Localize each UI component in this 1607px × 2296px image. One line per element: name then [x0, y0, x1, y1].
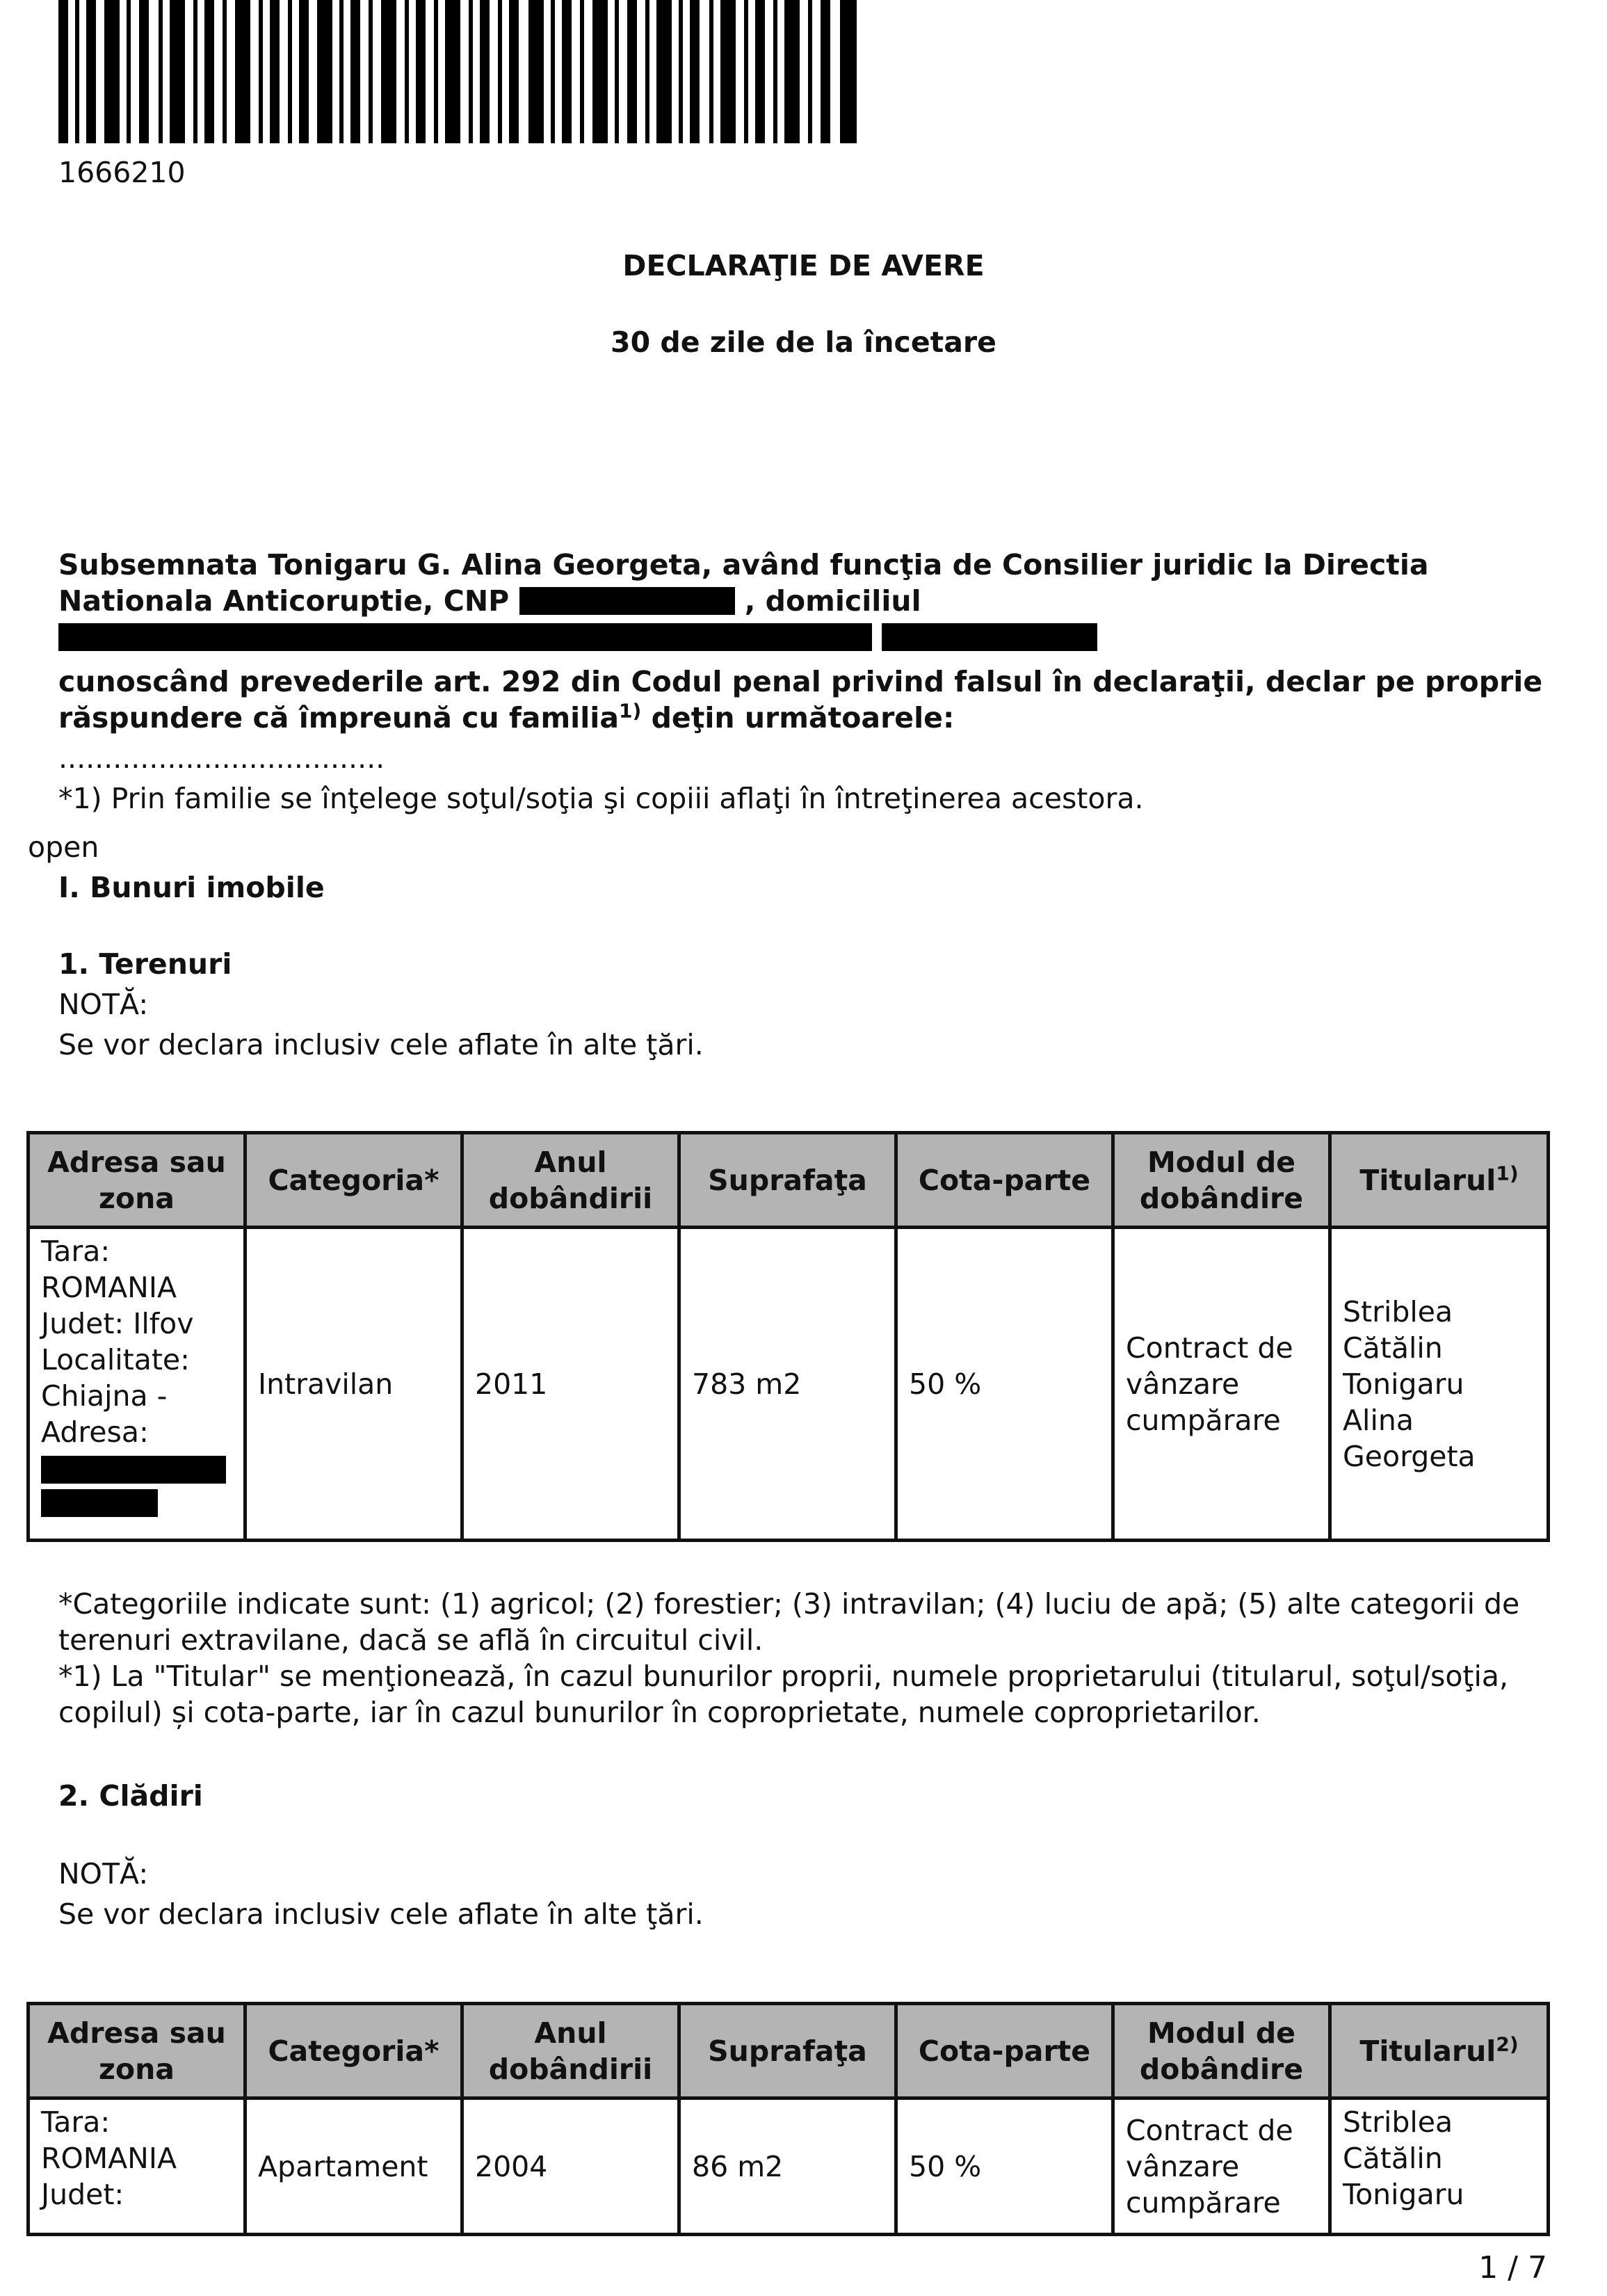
col-header-owner [1330, 1133, 1549, 1228]
table-row [29, 1228, 1549, 1541]
col-header-year: Anul dobândirii [462, 2004, 679, 2098]
family-footnote: *1) Prin familie se înţelege soţul/soţia şi copiii aflaţi în întreţinerea acestora. [58, 782, 1144, 815]
note-label-land: NOTĂ: [58, 988, 149, 1021]
redacted-address-continued [882, 623, 1097, 651]
cell-area: 86 m2 [679, 2098, 896, 2235]
land-table-header-row [29, 1133, 1549, 1228]
intro-text-part4: deţin următoarele: [641, 701, 955, 734]
cell-mode: Contract de vânzare cumpărare [1113, 2098, 1330, 2235]
redacted-land-address [41, 1456, 226, 1484]
col-header-category: Categoria* [245, 2004, 462, 2098]
document-subtitle: 30 de zile de la încetare [611, 326, 996, 359]
family-footnote-ref: 1) [619, 699, 642, 723]
col-header-year: Anul dobândirii [462, 1133, 679, 1228]
col-header-area: Suprafaţa [679, 2004, 896, 2098]
col-header-owner-label: Titularul [1359, 1163, 1496, 1197]
buildings-table-header-row [29, 2004, 1549, 2098]
cell-year: 2004 [462, 2098, 679, 2235]
subsection-heading-buildings: 2. Clădiri [58, 1779, 203, 1813]
cell-owner: Striblea Cătălin Tonigaru Alina Georgeta [1330, 1228, 1549, 1541]
intro-text-part2: , domiciliul [744, 584, 921, 618]
redacted-cnp [519, 587, 735, 615]
cell-mode: Contract de vânzare cumpărare [1113, 1228, 1330, 1541]
col-header-mode: Modul de dobândire [1113, 1133, 1330, 1228]
cell-owner: Striblea Cătălin Tonigaru [1330, 2098, 1549, 2235]
note-text-land: Se vor declara inclusiv cele aflate în alte ţări. [58, 1028, 704, 1061]
owner-footnote-ref: 2) [1496, 2032, 1519, 2055]
intro-text-part1: Subsemnata Tonigaru G. Alina Georgeta, având funcţia de Consilier juridic la Directia Nationala Anticoruptie, CNP [58, 548, 1429, 618]
cell-category: Apartament [245, 2098, 462, 2235]
land-table [26, 1131, 1550, 1542]
cell-address-text: Tara: ROMANIA Judet: Ilfov Localitate: Chiajna - Adresa: [41, 1235, 194, 1449]
col-header-mode: Modul de dobândire [1113, 2004, 1330, 2098]
document-number: 1666210 [58, 156, 186, 189]
note-text-buildings: Se vor declara inclusiv cele aflate în alte ţări. [58, 1897, 704, 1931]
barcode-image [58, 0, 857, 143]
cell-category: Intravilan [245, 1228, 462, 1541]
table-row [29, 2098, 1549, 2235]
col-header-area: Suprafaţa [679, 1133, 896, 1228]
cell-address: Tara: ROMANIA Judet: [29, 2098, 245, 2235]
col-header-owner-label: Titularul [1359, 2034, 1496, 2068]
cell-area: 783 m2 [679, 1228, 896, 1541]
categories-footnote: *Categoriile indicate sunt: (1) agricol; (2) forestier; (3) intravilan; (4) luciu de apă; (5) alte categorii de terenuri extravilane, dacă se află în circuitul civil. [58, 1587, 1520, 1657]
cell-address [29, 1228, 245, 1541]
cell-share: 50 % [896, 1228, 1113, 1541]
cell-share: 50 % [896, 2098, 1113, 2235]
col-header-address: Adresa sau zona [29, 1133, 245, 1228]
redacted-land-address-continued [41, 1489, 158, 1517]
section-heading-real-estate: I. Bunuri imobile [58, 871, 325, 904]
redacted-address [58, 623, 872, 651]
cell-year: 2011 [462, 1228, 679, 1541]
note-label-buildings: NOTĂ: [58, 1857, 149, 1890]
col-header-owner [1330, 2004, 1549, 2098]
col-header-share: Cota-parte [896, 1133, 1113, 1228]
owner-footnote-ref: 1) [1496, 1161, 1519, 1185]
subsection-heading-land: 1. Terenuri [58, 947, 232, 981]
land-footnotes [28, 1586, 1558, 1731]
open-label: open [28, 830, 99, 864]
intro-text-part3: cunoscând prevederile art. 292 din Codul penal privind falsul în declaraţii, declar pe proprie răspundere că împreună cu familia [58, 665, 1543, 734]
col-header-share: Cota-parte [896, 2004, 1113, 2098]
titular-footnote: *1) La "Titular" se menţionează, în cazul bunurilor proprii, numele proprietarului (titularul, soţul/soţia, copilul) și cota-parte, iar în cazul bunurilor în coproprietate, numele coproprietarilor. [58, 1660, 1509, 1729]
col-header-category: Categoria* [245, 1133, 462, 1228]
document-title: DECLARAŢIE DE AVERE [622, 249, 985, 282]
page-number: 1 / 7 [1478, 2250, 1547, 2286]
col-header-address: Adresa sau zona [29, 2004, 245, 2098]
intro-paragraph [28, 547, 1558, 736]
buildings-table [26, 2002, 1550, 2236]
dotted-line: .................................... [58, 741, 385, 775]
